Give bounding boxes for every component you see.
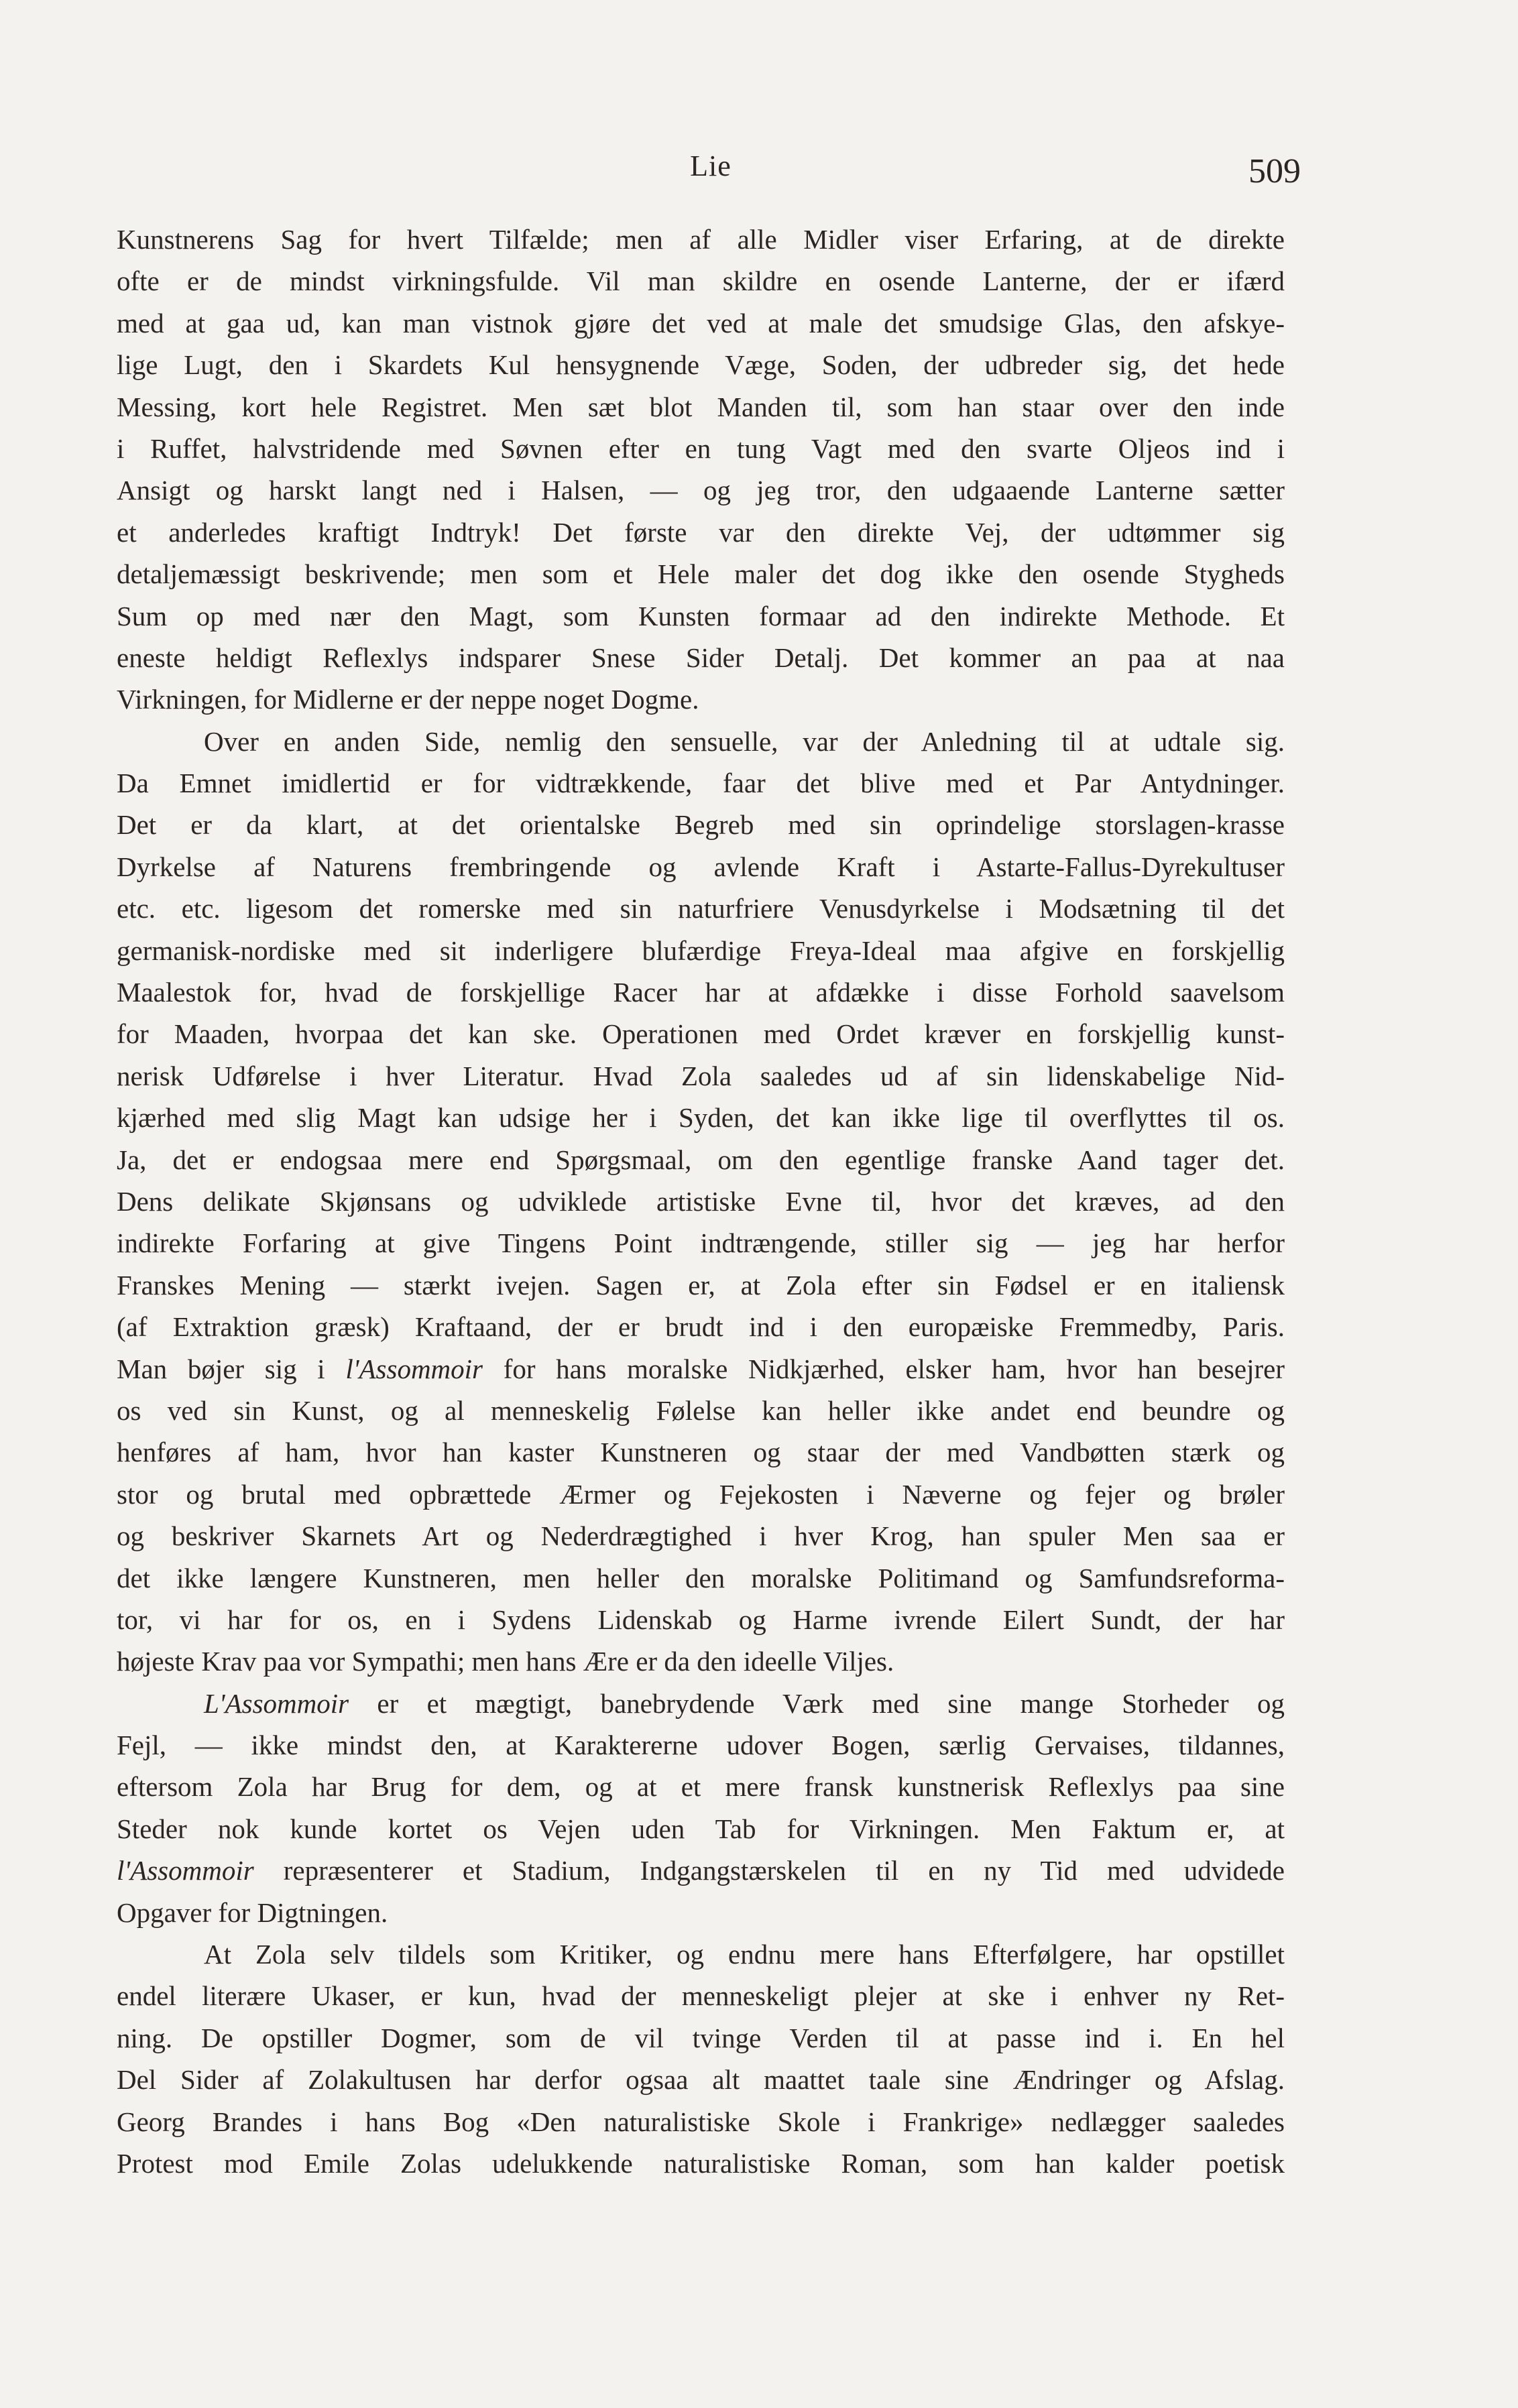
text-line: Maalestok for, hvad de forskjellige Racer har at afdække i disse Forhold saavelsom [117,977,1285,1008]
text-line: germanisk-nordiske med sit inderligere blufærdige Freya-Ideal maa afgive en forskjellig [117,935,1285,966]
text-line: etc. etc. ligesom det romerske med sin naturfriere Venusdyrkelse i Modsætning til det [117,893,1285,924]
text-line: At Zola selv tildels som Kritiker, og endnu mere hans Efterfølgere, har opstillet [204,1939,1285,1970]
text-line: for Maaden, hvorpaa det kan ske. Operationen med Ordet kræver en forskjellig kunst- [117,1018,1285,1050]
text-line: Det er da klart, at det orientalske Begreb med sin oprindelige storslagen-krasse [117,809,1285,841]
body-text [117,219,1285,2184]
text-line: henføres af ham, hvor han kaster Kunstneren og staar der med Vandbøtten stærk og [117,1437,1285,1468]
text-line: eftersom Zola har Brug for dem, og at et mere fransk kunstnerisk Reflexlys paa sine [117,1771,1285,1803]
paragraph [117,219,1285,721]
text-line: kjærhed med slig Magt kan udsige her i Syden, det kan ikke lige til overflyttes til os. [117,1102,1285,1134]
text-line: detaljemæssigt beskrivende; men som et Hele maler det dog ikke den osende Stygheds [117,558,1285,590]
text-line: Dyrkelse af Naturens frembringende og avlende Kraft i Astarte-Fallus-Dyrekultuser [117,851,1285,882]
text-line: ofte er de mindst virkningsfulde. Vil man skildre en osende Lanterne, der er ifærd [117,265,1285,297]
text-line: ning. De opstiller Dogmer, som de vil tvinge Verden til at passe ind i. En hel [117,2022,1285,2053]
paragraph [117,1683,1285,1933]
text-line: Kunstnerens Sag for hvert Tilfælde; men af alle Midler viser Erfaring, at de direkte [117,224,1285,255]
text-line: indirekte Forfaring at give Tingens Point indtrængende, stiller sig — jeg har herfor [117,1227,1285,1259]
text-line: (af Extraktion græsk) Kraftaand, der er brudt ind i den europæiske Fremmedby, Paris. [117,1311,1285,1343]
text-line: Fejl, — ikke mindst den, at Karaktererne udover Bogen, særlig Gervaises, tildannes, [117,1730,1285,1761]
text-line: et anderledes kraftigt Indtryk! Det første var den direkte Vej, der udtømmer sig [117,516,1285,548]
running-head: Lie [690,149,732,182]
paragraph [117,721,1285,1683]
text-line: os ved sin Kunst, og al menneskelig Følelse kan heller ikke andet end beundre og [117,1394,1285,1426]
text-line: højeste Krav paa vor Sympathi; men hans Ære er da den ideelle Viljes. [117,1646,894,1677]
text-line: med at gaa ud, kan man vistnok gjøre det ved at male det smudsige Glas, den afskye- [117,307,1285,339]
text-line: Steder nok kunde kortet os Vejen uden Tab for Virkningen. Men Faktum er, at [117,1813,1285,1844]
text-line: stor og brutal med opbrættede Ærmer og Fejekosten i Næverne og fejer og brøler [117,1478,1285,1510]
text-line: eneste heldigt Reflexlys indsparer Snese Sider Detalj. Det kommer an paa at naa [117,642,1285,673]
text-line: Opgaver for Digtningen. [117,1897,388,1928]
text-line: l'Assommoir repræsenterer et Stadium, Indgangstærskelen til en ny Tid med udvidede [117,1855,1285,1886]
text-line: lige Lugt, den i Skardets Kul hensygnende Væge, Soden, der udbreder sig, det hede [117,349,1285,381]
text-line: Ja, det er endogsaa mere end Spørgsmaal, om den egentlige franske Aand tager det. [117,1144,1285,1175]
text-line: Ansigt og harskt langt ned i Halsen, — og jeg tror, den udgaaende Lanterne sætter [117,475,1285,506]
text-line: L'Assommoir er et mægtigt, banebrydende Værk med sine mange Storheder og [204,1687,1285,1719]
text-line: og beskriver Skarnets Art og Nederdrægtighed i hver Krog, han spuler Men saa er [117,1520,1285,1552]
text-line: Man bøjer sig i l'Assommoir for hans moralske Nidkjærhed, elsker ham, hvor han besejrer [117,1353,1285,1384]
text-line: tor, vi har for os, en i Sydens Lidenskab og Harme ivrende Eilert Sundt, der har [117,1604,1285,1635]
paragraph [117,1933,1285,2184]
text-line: Dens delikate Skjønsans og udviklede artistiske Evne til, hvor det kræves, ad den [117,1185,1285,1217]
text-line: det ikke længere Kunstneren, men heller den moralske Politimand og Samfundsreforma- [117,1562,1285,1593]
text-line: Virkningen, for Midlerne er der neppe noget Dogme. [117,684,699,715]
text-line: endel literære Ukaser, er kun, hvad der menneskeligt plejer at ske i enhver ny Ret- [117,1980,1285,2012]
text-line: i Ruffet, halvstridende med Søvnen efter en tung Vagt med den svarte Oljeos ind i [117,432,1285,464]
page-number: 509 [1248,152,1301,190]
text-line: Da Emnet imidlertid er for vidtrækkende, faar det blive med et Par Antydninger. [117,768,1285,799]
text-line: nerisk Udførelse i hver Literatur. Hvad Zola saaledes ud af sin lidenskabelige Nid- [117,1060,1285,1091]
text-line: Georg Brandes i hans Bog «Den naturalistiske Skole i Frankrige» nedlægger saaledes [117,2106,1285,2137]
text-line: Sum op med nær den Magt, som Kunsten formaar ad den indirekte Methode. Et [117,600,1285,631]
text-line: Protest mod Emile Zolas udelukkende naturalistiske Roman, som han kalder poetisk [117,2147,1285,2179]
text-line: Del Sider af Zolakultusen har derfor ogsaa alt maattet taale sine Ændringer og Afslag. [117,2064,1285,2096]
text-line: Over en anden Side, nemlig den sensuelle, var der Anledning til at udtale sig. [204,725,1285,757]
text-line: Messing, kort hele Registret. Men sæt blot Manden til, som han staar over den inde [117,391,1285,422]
text-line: Franskes Mening — stærkt ivejen. Sagen er, at Zola efter sin Fødsel er en italiensk [117,1269,1285,1301]
